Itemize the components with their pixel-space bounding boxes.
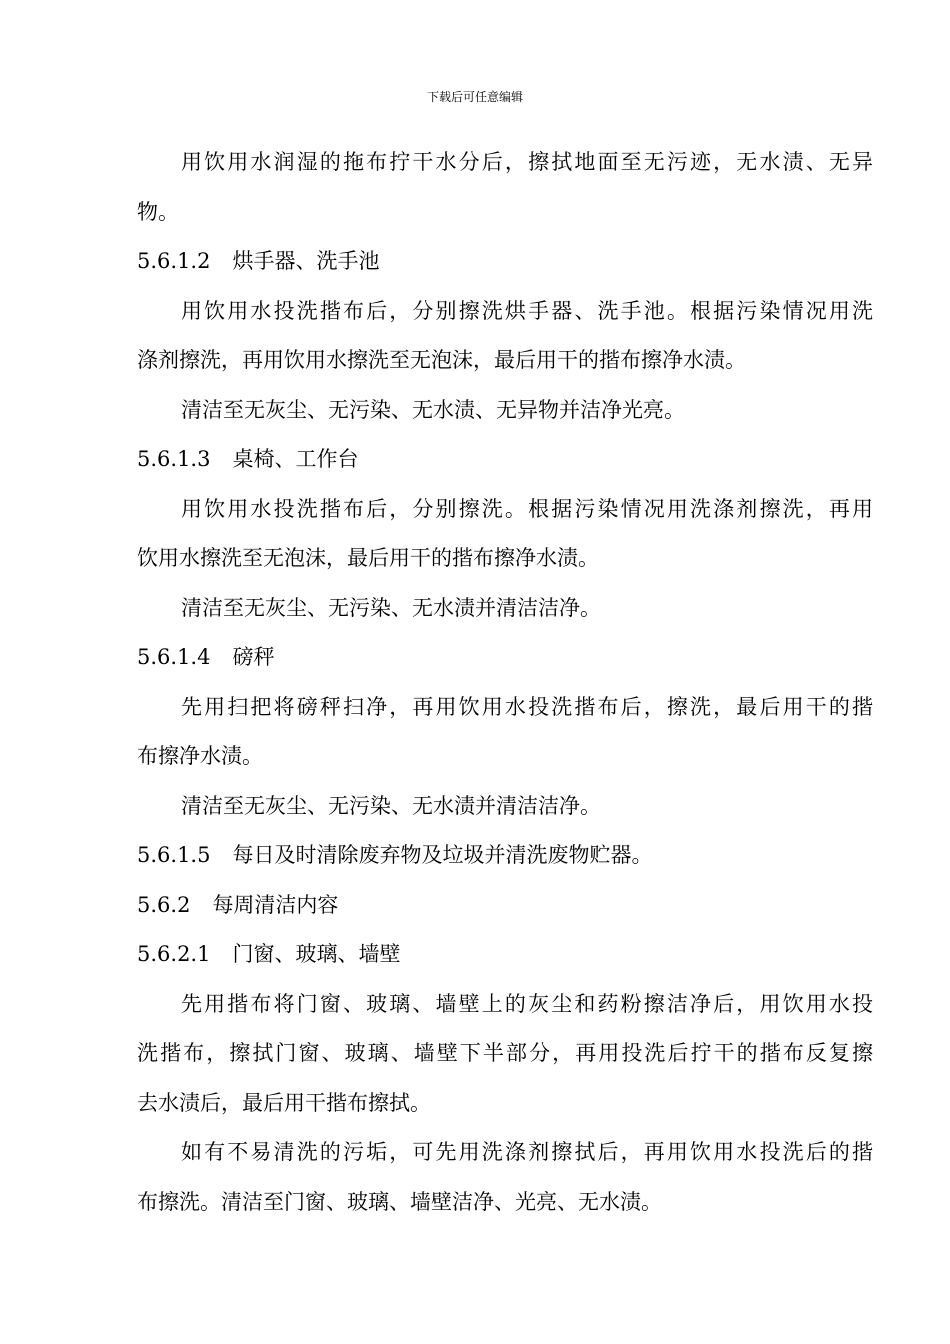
paragraph-first-line: 用饮用水投洗揩布后，分别擦洗。根据污染情况用洗涤剂擦洗，再用 bbox=[181, 496, 873, 521]
paragraph-line: 洗揩布，擦拭门窗、玻璃、墙壁下半部分，再用投洗后拧干的揩布反复擦 bbox=[137, 1041, 873, 1065]
paragraph-first-line: 先用揩布将门窗、玻璃、墙壁上的灰尘和药粉擦洁净后，用饮用水投 bbox=[181, 991, 873, 1016]
paragraph-first-line: 用饮用水投洗揩布后，分别擦洗烘手器、洗手池。根据污染情况用洗 bbox=[181, 298, 873, 323]
paragraph-line: 饮用水擦洗至无泡沫，最后用干的揩布擦净水渍。 bbox=[137, 546, 599, 570]
page-header: 下载后可任意编辑 bbox=[426, 90, 523, 104]
section-title: 每周清洁内容 bbox=[212, 892, 339, 917]
section-number: 5.6.1.5 bbox=[137, 843, 211, 867]
paragraph-first-line: 如有不易清洗的污垢，可先用洗涤剂擦拭后，再用饮用水投洗后的揩 bbox=[181, 1140, 873, 1164]
section-number: 5.6.2.1 bbox=[137, 942, 211, 966]
section-number: 5.6.1.3 bbox=[137, 447, 211, 471]
section-heading bbox=[137, 435, 873, 485]
section-heading bbox=[137, 881, 873, 931]
paragraph-line: 布擦净水渍。 bbox=[137, 744, 263, 768]
paragraph-first-line: 清洁至无灰尘、无污染、无水渍、无异物并洁净光亮。 bbox=[181, 397, 685, 422]
section-title: 烘手器、洗手池 bbox=[232, 249, 380, 273]
section-heading bbox=[137, 930, 873, 980]
section-heading bbox=[137, 831, 873, 881]
section-title: 磅秤 bbox=[232, 645, 275, 669]
paragraph-first-line: 用饮用水润湿的拖布拧干水分后，擦拭地面至无污迹，无水渍、无异 bbox=[181, 150, 873, 174]
paragraph-line: 布擦洗。清洁至门窗、玻璃、墙壁洁净、光亮、无水渍。 bbox=[137, 1189, 662, 1214]
section-title: 门窗、玻璃、墙壁 bbox=[232, 942, 401, 966]
section-number: 5.6.1.2 bbox=[137, 249, 211, 273]
paragraph-line: 物。 bbox=[137, 199, 179, 224]
section-heading bbox=[137, 633, 873, 683]
section-title: 每日及时清除废弃物及垃圾并清洗废物贮器。 bbox=[232, 843, 653, 867]
paragraph-first-line: 清洁至无灰尘、无污染、无水渍并清洁洁净。 bbox=[181, 595, 601, 620]
paragraph-first-line: 清洁至无灰尘、无污染、无水渍并清洁洁净。 bbox=[181, 793, 601, 818]
paragraph-line: 去水渍后，最后用干揩布擦拭。 bbox=[137, 1090, 431, 1115]
paragraph-line: 涤剂擦洗，再用饮用水擦洗至无泡沫，最后用干的揩布擦净水渍。 bbox=[137, 348, 746, 372]
document-body bbox=[137, 138, 873, 1227]
section-number: 5.6.1.4 bbox=[137, 645, 211, 669]
section-number: 5.6.2 bbox=[137, 892, 191, 917]
paragraph-first-line: 先用扫把将磅秤扫净，再用饮用水投洗揩布后，擦洗，最后用干的揩 bbox=[181, 694, 873, 719]
section-heading bbox=[137, 237, 873, 287]
section-title: 桌椅、工作台 bbox=[232, 447, 359, 471]
